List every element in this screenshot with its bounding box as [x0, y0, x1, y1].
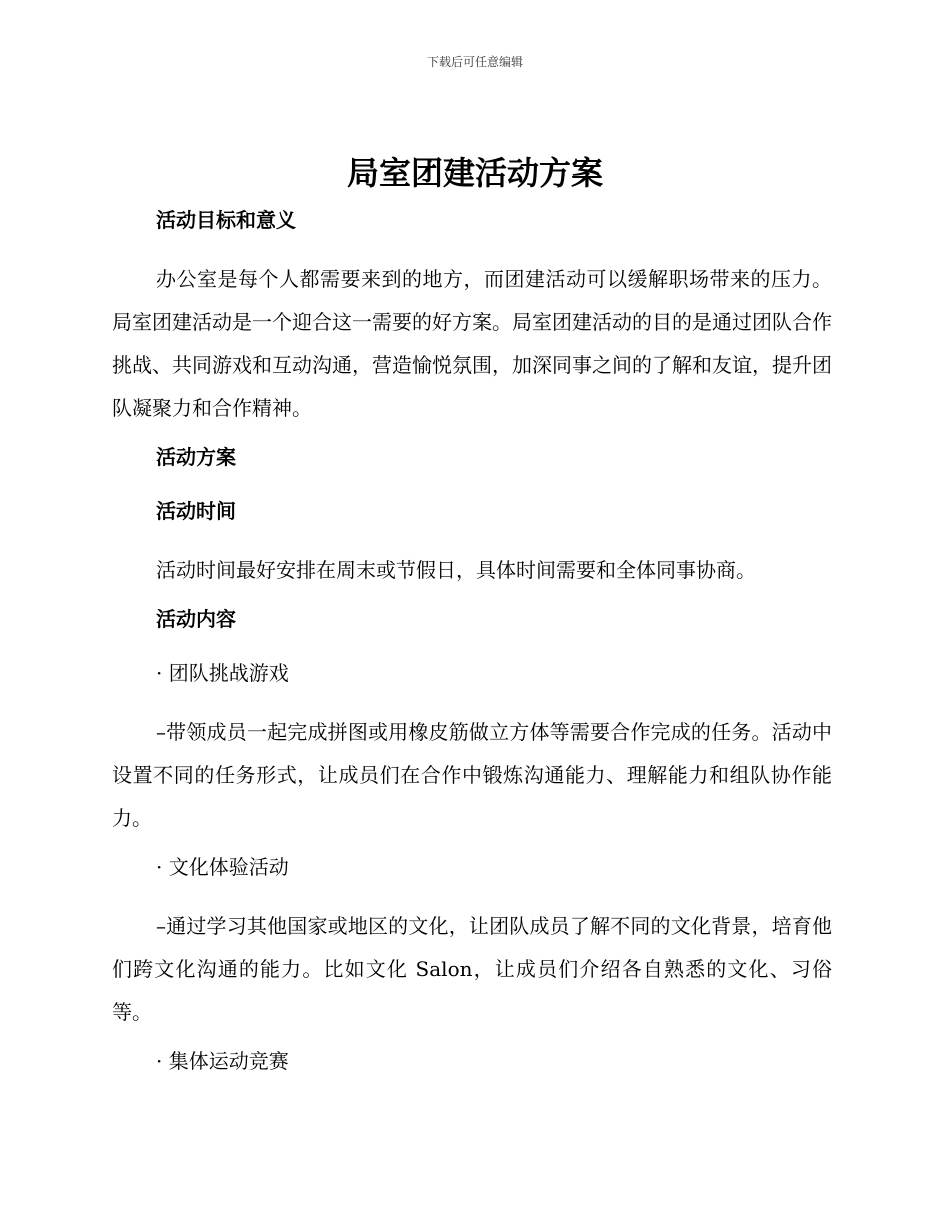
document-body [112, 202, 832, 1099]
paragraph-time: 活动时间最好安排在周末或节假日，具体时间需要和全体同事协商。 [156, 558, 756, 582]
document-title: 局室团建活动方案 [346, 154, 603, 192]
section-heading-plan: 活动方案 [156, 445, 236, 469]
section-heading-content: 活动内容 [156, 607, 236, 631]
bullet-item-team-challenge: · 团队挑战游戏 [156, 661, 289, 685]
section-heading-time: 活动时间 [156, 499, 236, 523]
paragraph-team-challenge: –带领成员一起完成拼图或用橡皮筋做立方体等需要合作完成的任务。活动中设置不同的任务形式，让成员们在合作中锻炼沟通能力、理解能力和组队协作能力。 [112, 720, 832, 830]
header-note: 下载后可任意编辑 [426, 55, 523, 69]
paragraph-culture: –通过学习其他国家或地区的文化，让团队成员了解不同的文化背景，培育他们跨文化沟通的能力。比如文化 Salon，让成员们介绍各自熟悉的文化、习俗等。 [112, 914, 832, 1024]
bullet-item-sports: · 集体运动竞赛 [156, 1049, 289, 1073]
paragraph-goal: 办公室是每个人都需要来到的地方，而团建活动可以缓解职场带来的压力。局室团建活动是一个迎合这一需要的好方案。局室团建活动的目的是通过团队合作挑战、共同游戏和互动沟通，营造愉悦氛围，加深同事之间的了解和友谊，提升团队凝聚力和合作精神。 [112, 267, 832, 420]
section-heading-goal: 活动目标和意义 [156, 208, 296, 232]
bullet-item-culture: · 文化体验活动 [156, 855, 289, 879]
